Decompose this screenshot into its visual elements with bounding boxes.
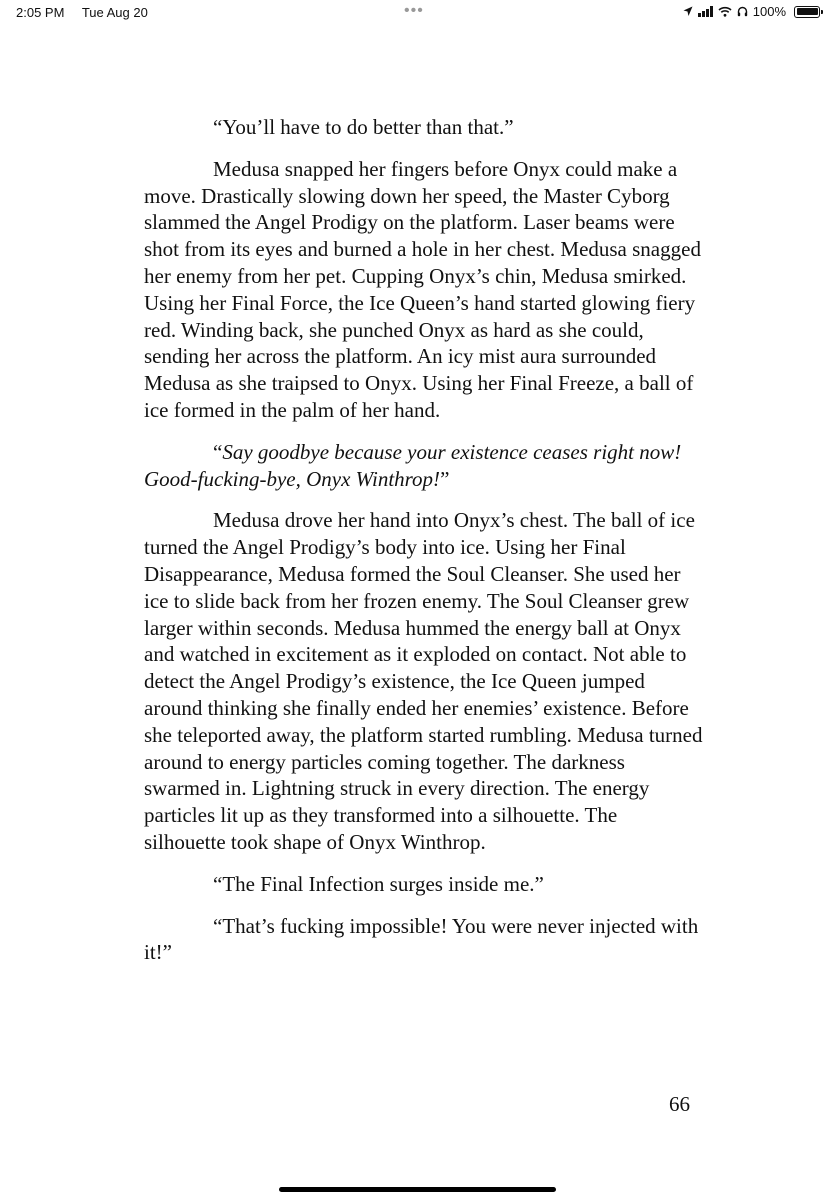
italic-dialogue: Say goodbye because your existence ceases right now! Good-fucking-bye, Onyx Winthrop! <box>144 439 682 491</box>
headphones-icon <box>737 6 748 17</box>
paragraph: Medusa drove her hand into Onyx’s chest. The ball of ice turned the Angel Prodigy’s body into ice. Using her Final Disappearance, Medusa formed the Soul Cleanser. She used her ice to slide back from her frozen enemy. The Soul Cleanser grew larger within seconds. Medusa hummed the energy ball at Onyx and watched in excitement as it exploded on contact. Not able to detect the Angel Prodigy’s existence, the Ice Queen jumped around thinking she finally ended her enemies’ existence. Before she teleported away, the platform started rumbling. Medusa turned around to energy particles coming together. The darkness swarmed in. Lightning struck in every direction. The energy particles lit up as they transformed into a silhouette. The silhouette took shape of Onyx Winthrop. <box>144 508 703 854</box>
wifi-icon <box>718 6 732 17</box>
paragraph: Medusa snapped her fingers before Onyx could make a move. Drastically slowing down her speed, the Master Cyborg slammed the Angel Prodigy on the platform. Laser beams were shot from its eyes and burned a hole in her chest. Medusa snagged her enemy from her pet. Cupping Onyx’s chin, Medusa smirked. Using her Final Force, the Ice Queen’s hand started glowing fiery red. Winding back, she punched Onyx as hard as she could, sending her across the platform. An icy mist aura surrounded Medusa as she traipsed to Onyx. Using her Final Freeze, a ball of ice formed in the palm of her hand. <box>144 156 701 422</box>
paragraph-italic-dialogue <box>144 439 704 493</box>
home-indicator[interactable] <box>279 1187 556 1192</box>
page-number: 66 <box>669 1092 690 1116</box>
book-page-text <box>144 114 704 981</box>
cellular-signal-icon <box>698 6 713 17</box>
status-time: 2:05 PM <box>16 5 65 20</box>
status-date: Tue Aug 20 <box>81 5 148 20</box>
status-bar-left <box>16 5 162 20</box>
location-arrow-icon <box>683 6 693 17</box>
close-quote: ” <box>440 466 450 491</box>
status-bar <box>0 0 834 26</box>
multitasking-dots-icon[interactable]: ••• <box>404 2 424 19</box>
paragraph: “The Final Infection surges inside me.” <box>213 871 544 896</box>
paragraph: “You’ll have to do better than that.” <box>213 115 514 139</box>
status-bar-right <box>683 4 820 19</box>
battery-percentage: 100% <box>752 4 786 19</box>
paragraph: “That’s fucking impossible! You were never injected with it!” <box>144 913 699 965</box>
open-quote: “ <box>213 439 223 464</box>
battery-icon <box>794 6 820 18</box>
